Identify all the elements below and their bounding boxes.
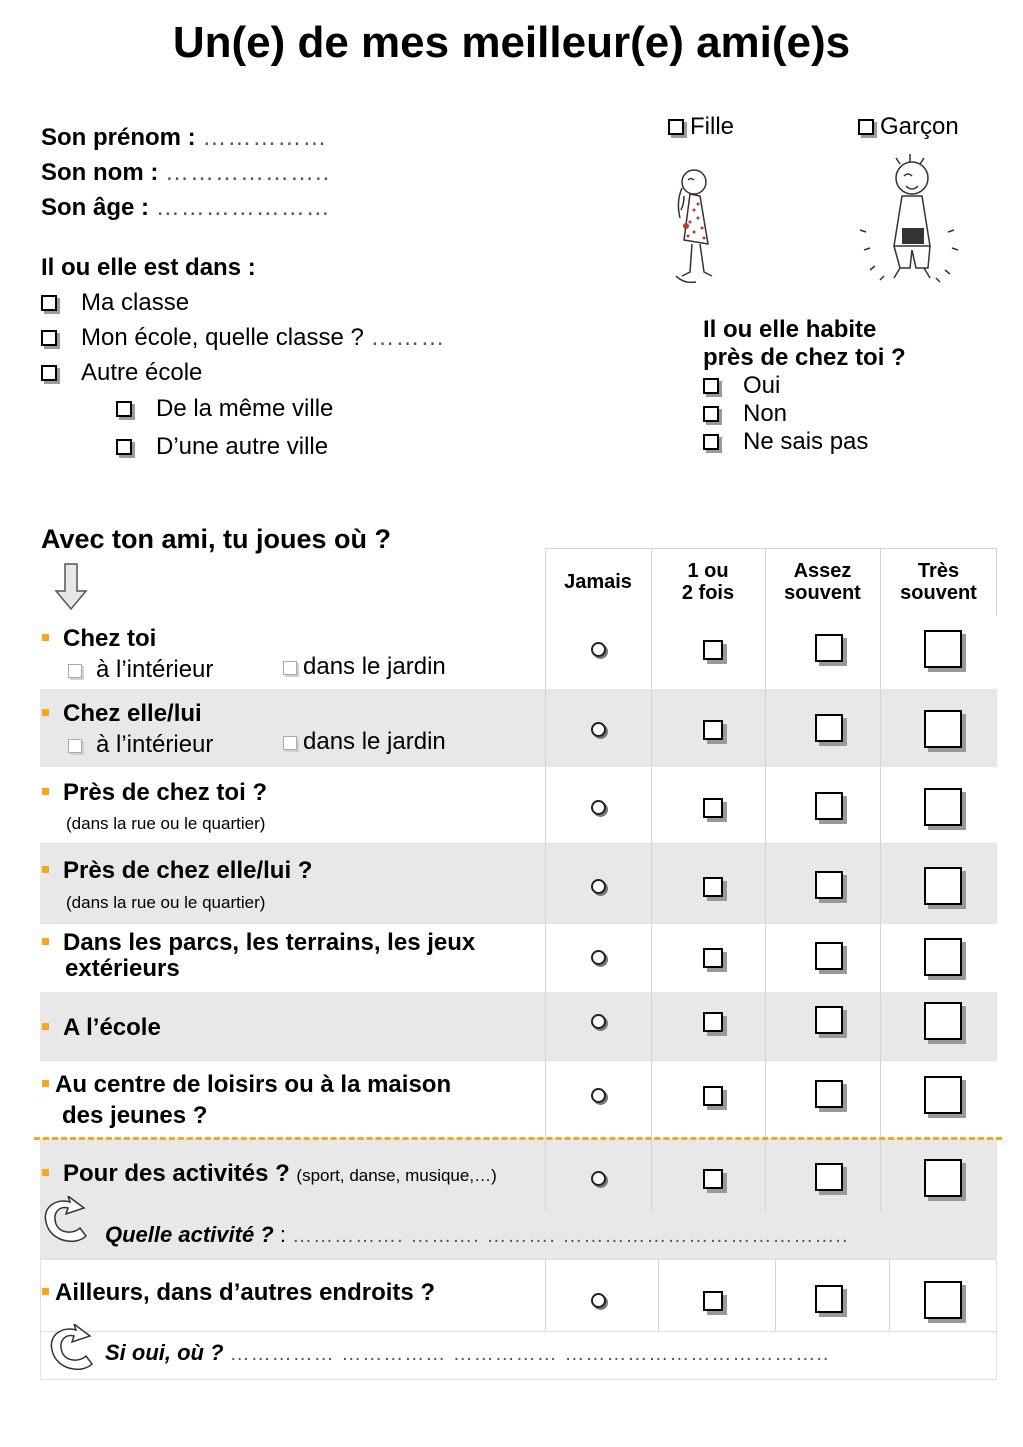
checkbox[interactable]: [116, 439, 132, 455]
other-school-suboptions: [116, 390, 333, 466]
bullet: [42, 938, 49, 945]
row-label-leisure-centre: Au centre de loisirs ou à la maison des jeunes ?: [42, 1069, 451, 1131]
answer-very-often-checkbox[interactable]: [924, 867, 962, 905]
answer-once-twice-checkbox[interactable]: [703, 720, 723, 740]
page-title: Un(e) de mes meilleur(e) ami(e)s: [172, 18, 851, 67]
row-label-school: A l’école: [42, 1014, 161, 1042]
checkbox[interactable]: [116, 401, 132, 417]
suboption-same-city[interactable]: De la même ville: [116, 390, 333, 428]
answer-quite-often-checkbox[interactable]: [815, 1163, 843, 1191]
table-question: Avec ton ami, tu joues où ?: [41, 524, 392, 554]
answer-very-often-checkbox[interactable]: [924, 788, 962, 826]
lastname-dots: ………………..: [165, 159, 331, 186]
answer-quite-often-checkbox[interactable]: [815, 1080, 843, 1108]
bullet: [42, 1169, 49, 1176]
answer-once-twice-checkbox[interactable]: [703, 798, 723, 818]
lives-near-question-line1: Il ou elle habite: [703, 316, 877, 343]
identity-block: [41, 120, 331, 225]
bullet: [42, 788, 49, 795]
answer-never-circle[interactable]: [591, 1014, 606, 1029]
school-block: [41, 250, 446, 390]
column-divider: [658, 1259, 659, 1331]
column-divider: [651, 548, 652, 1211]
row-label-activities: Pour des activités ? (sport, danse, musique,…): [42, 1160, 497, 1188]
answer-quite-often-checkbox[interactable]: [815, 714, 843, 742]
answer-never-circle[interactable]: [591, 950, 606, 965]
checkbox[interactable]: [668, 119, 684, 135]
bullet: [42, 1288, 49, 1295]
lives-near-unknown[interactable]: Ne sais pas: [703, 428, 906, 456]
school-option-other[interactable]: Autre école: [41, 355, 446, 390]
answer-once-twice-checkbox[interactable]: [703, 640, 723, 660]
lives-near-no[interactable]: Non: [703, 400, 906, 428]
answer-very-often-checkbox[interactable]: [924, 1159, 962, 1197]
answer-very-often-checkbox[interactable]: [924, 938, 962, 976]
answer-quite-often-checkbox[interactable]: [815, 792, 843, 820]
answer-never-circle[interactable]: [591, 879, 606, 894]
elsewhere-follow-up-field[interactable]: Si oui, où ? …………… …………… …………… ………………………………..: [105, 1340, 830, 1365]
checkbox[interactable]: [41, 295, 57, 311]
bullet: [42, 634, 49, 641]
column-divider: [889, 1259, 890, 1331]
sub-option-indoor[interactable]: à l’intérieur: [68, 656, 213, 684]
column-divider: [880, 548, 881, 1211]
row-label-parks: Dans les parcs, les terrains, les jeux extérieurs: [42, 930, 475, 982]
dashed-separator: [34, 1137, 1002, 1140]
checkbox[interactable]: [703, 378, 719, 394]
lastname-field[interactable]: [41, 155, 331, 190]
girl-illustration: [660, 160, 740, 290]
answer-never-circle[interactable]: [591, 642, 606, 657]
firstname-field[interactable]: [41, 120, 331, 155]
answer-quite-often-checkbox[interactable]: [815, 1006, 843, 1034]
answer-never-circle[interactable]: [591, 1171, 606, 1186]
sub-option-garden[interactable]: dans le jardin: [283, 653, 446, 681]
checkbox[interactable]: [703, 434, 719, 450]
age-label: Son âge :: [41, 194, 150, 221]
sub-option-indoor[interactable]: à l’intérieur: [68, 731, 213, 759]
firstname-dots: ……………: [202, 124, 328, 151]
answer-never-circle[interactable]: [591, 1293, 606, 1308]
bullet: [42, 1080, 49, 1087]
checkbox[interactable]: [68, 664, 82, 678]
column-header-once-twice: 1 ou 2 fois: [681, 560, 735, 604]
checkbox[interactable]: [68, 739, 82, 753]
bullet: [42, 709, 49, 716]
checkbox[interactable]: [41, 365, 57, 381]
follow-up-arrow-icon: [40, 1196, 90, 1244]
answer-once-twice-checkbox[interactable]: [703, 1012, 723, 1032]
row-note: (dans la rue ou le quartier): [66, 893, 266, 912]
checkbox[interactable]: [41, 330, 57, 346]
column-divider: [545, 548, 546, 1211]
firstname-label: Son prénom :: [41, 124, 196, 151]
lives-near-question-line2: près de chez toi ?: [703, 344, 906, 371]
answer-never-circle[interactable]: [591, 800, 606, 815]
row-label-chez-elle-lui: Chez elle/lui: [42, 700, 202, 728]
answer-quite-often-checkbox[interactable]: [815, 1285, 843, 1313]
answer-very-often-checkbox[interactable]: [924, 1281, 962, 1319]
answer-once-twice-checkbox[interactable]: [703, 948, 723, 968]
column-header-never: Jamais: [564, 571, 632, 593]
answer-very-often-checkbox[interactable]: [924, 1076, 962, 1114]
checkbox[interactable]: [283, 661, 297, 675]
school-option-class[interactable]: Ma classe: [41, 285, 446, 320]
lives-near-block: [703, 316, 906, 456]
gender-boy-option[interactable]: Garçon: [858, 113, 959, 141]
suboption-other-city[interactable]: D’une autre ville: [116, 428, 333, 466]
answer-very-often-checkbox[interactable]: [924, 630, 962, 668]
answer-once-twice-checkbox[interactable]: [703, 1086, 723, 1106]
lives-near-yes[interactable]: Oui: [703, 372, 906, 400]
age-dots: …………………: [155, 194, 331, 221]
column-divider: [545, 1259, 546, 1331]
row-label-near-friend-home: Près de chez elle/lui ?: [42, 857, 312, 885]
divider: [40, 1331, 997, 1332]
answer-once-twice-checkbox[interactable]: [703, 1291, 723, 1311]
answer-quite-often-checkbox[interactable]: [815, 634, 843, 662]
column-divider: [775, 1259, 776, 1331]
answer-once-twice-checkbox[interactable]: [703, 1169, 723, 1189]
answer-very-often-checkbox[interactable]: [924, 710, 962, 748]
checkbox[interactable]: [703, 406, 719, 422]
activity-follow-up-field[interactable]: Quelle activité ? : ……………. ………. ………. …………………………………..: [105, 1222, 849, 1247]
answer-once-twice-checkbox[interactable]: [703, 877, 723, 897]
gender-girl-option[interactable]: Fille: [668, 113, 734, 141]
school-option-same-school[interactable]: Mon école, quelle classe ? ………: [41, 320, 446, 355]
row-note: (dans la rue ou le quartier): [66, 814, 266, 833]
row-label-elsewhere: Ailleurs, dans d’autres endroits ?: [42, 1279, 435, 1307]
age-field[interactable]: [41, 190, 331, 225]
column-header-quite-often: Assez souvent: [784, 560, 861, 604]
answer-quite-often-checkbox[interactable]: [815, 942, 843, 970]
down-arrow-icon: [54, 563, 88, 611]
sub-option-garden[interactable]: dans le jardin: [283, 728, 446, 756]
checkbox[interactable]: [283, 736, 297, 750]
table-row: [40, 993, 997, 1061]
column-header-very-often: Très souvent: [900, 560, 977, 604]
lastname-label: Son nom :: [41, 159, 159, 186]
bullet: [42, 1023, 49, 1030]
school-question: Il ou elle est dans :: [41, 254, 256, 281]
boy-illustration: [850, 150, 975, 295]
checkbox[interactable]: [858, 119, 874, 135]
row-label-chez-toi: Chez toi: [42, 625, 156, 653]
answer-never-circle[interactable]: [591, 1088, 606, 1103]
answer-quite-often-checkbox[interactable]: [815, 871, 843, 899]
column-divider: [765, 548, 766, 1211]
answer-never-circle[interactable]: [591, 722, 606, 737]
bullet: [42, 866, 49, 873]
follow-up-arrow-icon: [46, 1324, 96, 1372]
answer-very-often-checkbox[interactable]: [924, 1002, 962, 1040]
row-label-near-home: Près de chez toi ?: [42, 779, 267, 807]
